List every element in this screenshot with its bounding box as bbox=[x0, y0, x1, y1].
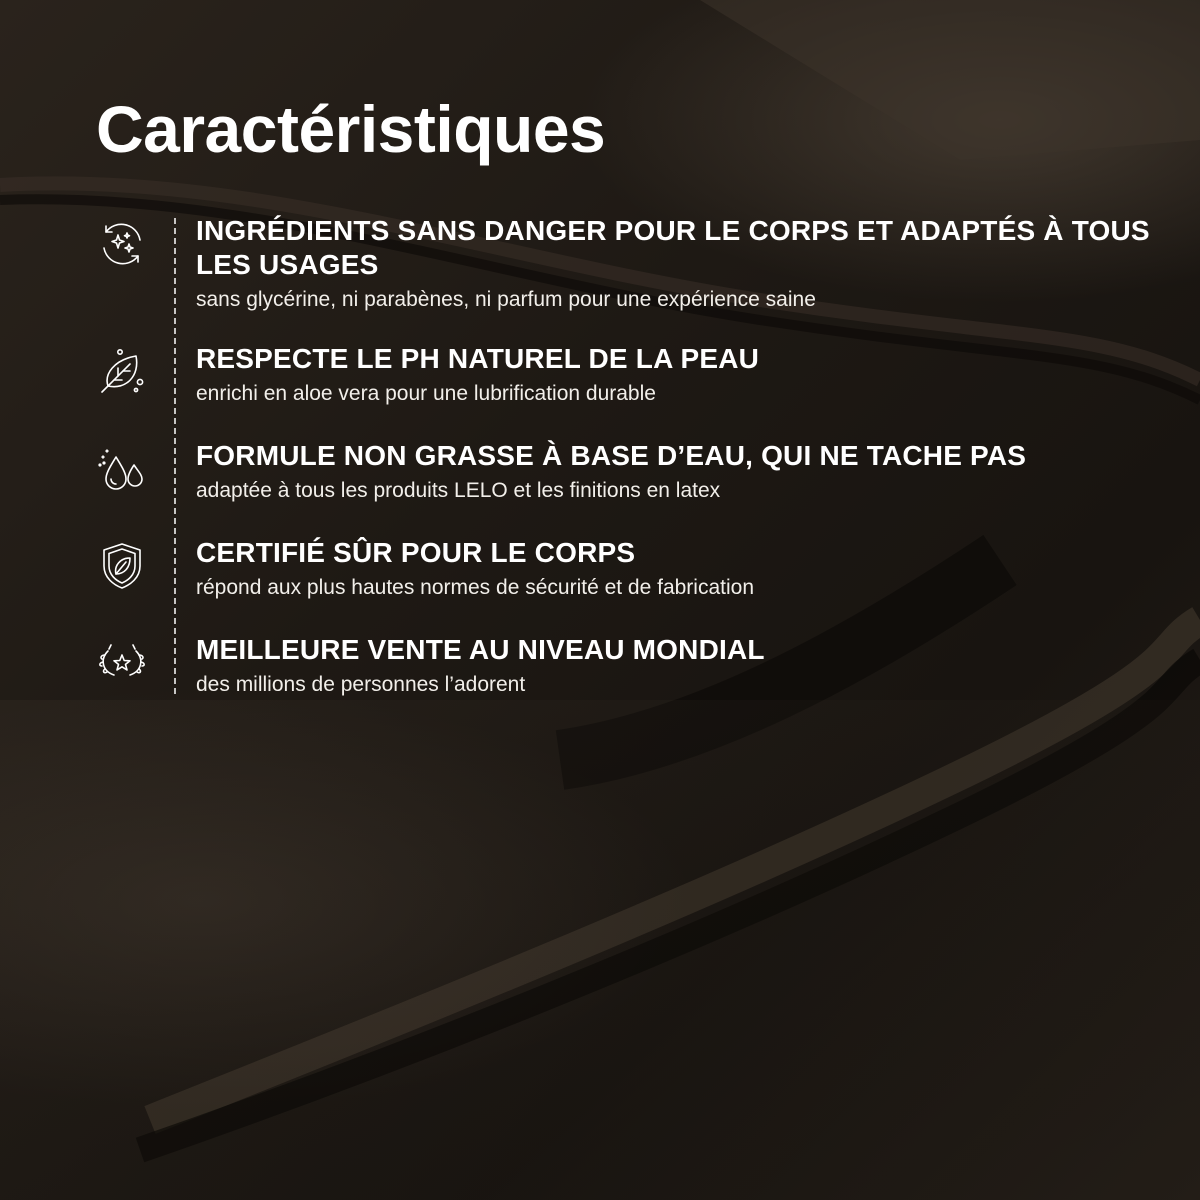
feature-description: des millions de personnes l’adorent bbox=[196, 673, 526, 696]
feature-heading: INGRÉDIENTS SANS DANGER POUR LE CORPS ET ADAPTÉS À TOUS LES USAGES bbox=[196, 215, 1150, 280]
feature-heading: FORMULE NON GRASSE À BASE D’EAU, QUI NE TACHE PAS bbox=[196, 440, 1027, 471]
sparkle-cycle-icon bbox=[96, 218, 148, 270]
feature-description: adaptée à tous les produits LELO et les finitions en latex bbox=[196, 479, 721, 502]
feature-heading: RESPECTE LE PH NATUREL DE LA PEAU bbox=[196, 343, 760, 374]
feature-item-body-safe bbox=[96, 214, 1156, 342]
shield-leaf-icon bbox=[96, 540, 148, 592]
feature-heading: CERTIFIÉ SÛR POUR LE CORPS bbox=[196, 537, 636, 568]
feature-heading: MEILLEURE VENTE AU NIVEAU MONDIAL bbox=[196, 634, 765, 665]
feature-item-bestseller bbox=[96, 633, 1156, 730]
feature-item-water-based bbox=[96, 439, 1156, 536]
feature-description: répond aux plus hautes normes de sécurité et de fabrication bbox=[196, 576, 755, 599]
laurel-star-icon bbox=[96, 637, 148, 689]
feature-description: enrichi en aloe vera pour une lubrification durable bbox=[196, 382, 656, 405]
feature-list bbox=[96, 214, 1156, 730]
leaf-icon bbox=[96, 346, 148, 398]
feature-item-ph bbox=[96, 342, 1156, 439]
feature-item-certified bbox=[96, 536, 1156, 633]
page-title: Caractéristiques bbox=[96, 92, 606, 166]
feature-description: sans glycérine, ni parabènes, ni parfum pour une expérience saine bbox=[196, 288, 816, 311]
water-drops-icon bbox=[96, 443, 148, 495]
